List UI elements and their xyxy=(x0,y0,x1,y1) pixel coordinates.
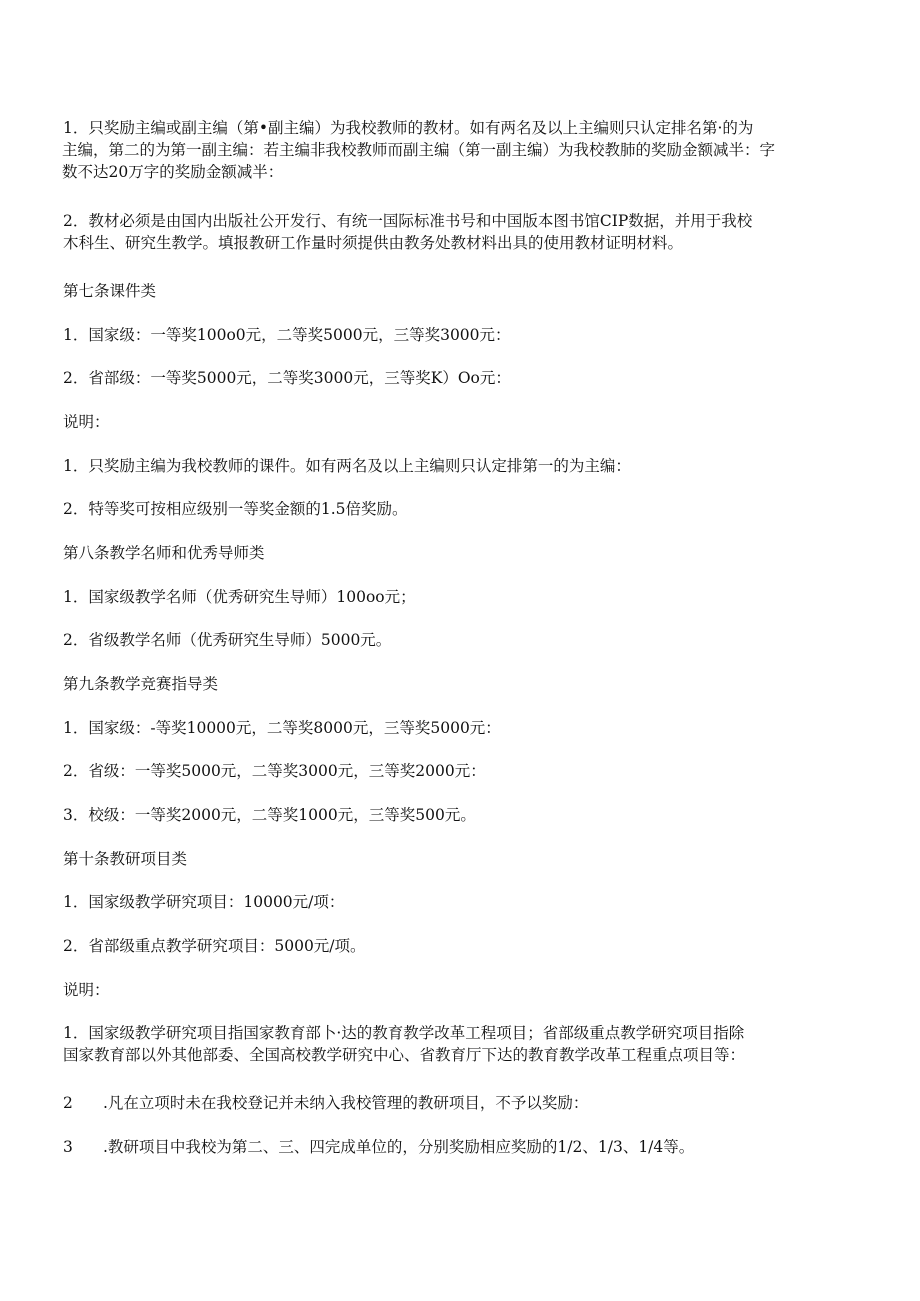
section-heading-courseware: 第七条课件类 xyxy=(63,282,157,300)
text-line: 木科生、研究生教学。填报教研工作量时须提供由教务处教材料出具的使用教材证明材料。 xyxy=(63,234,684,252)
list-item: 2．省级：一等奖5000元，二等奖3000元，三等奖2000元： xyxy=(63,762,486,780)
text-line: 1．国家级教学研究项目指国家教育部卜·达的教育教学改革工程项目；省部级重点教学研究项目指除 xyxy=(63,1024,745,1042)
list-item: 1．国家级：一等奖100o0元，二等奖5000元，三等奖3000元： xyxy=(63,326,511,344)
list-item: 2．省级教学名师（优秀研究生导师）5000元。 xyxy=(63,631,392,649)
text-line: 2．教材必须是由国内出版社公开发行、有统一国际标准书号和中国版本图书馆CIP数据，并用于我校 xyxy=(63,212,753,230)
text-line: 主编，第二的为第一副主编：若主编非我校教师而副主编（第一副主编）为我校教肺的奖励金额减半：字 xyxy=(62,141,776,159)
item-number: 3 xyxy=(63,1138,73,1156)
paragraph-research-rule-1 xyxy=(63,1022,873,1066)
section-heading-competition: 第九条教学竞赛指导类 xyxy=(63,675,219,693)
note-label: 说明： xyxy=(63,413,110,431)
list-item: 2．省部级重点教学研究项目：5000元/项。 xyxy=(63,937,366,955)
paragraph-textbook-rule-1 xyxy=(63,117,873,183)
paragraph-textbook-rule-2 xyxy=(63,210,873,254)
item-number: 2 xyxy=(63,1094,73,1112)
note-label: 说明： xyxy=(63,981,110,999)
section-heading-teacher: 第八条教学名师和优秀导师类 xyxy=(63,544,265,562)
item-text: .凡在立项时未在我校登记并未纳入我校管理的教研项目，不予以奖励： xyxy=(103,1094,589,1112)
text-line: 国家教育部以外其他部委、全国高校教学研究中心、省教育厅下达的教育教学改革工程重点项目等： xyxy=(63,1046,746,1064)
list-item: 3．校级：一等奖2000元，二等奖1000元，三等奖500元。 xyxy=(63,806,476,824)
section-heading-research: 第十条教研项目类 xyxy=(63,850,188,868)
list-item: 1．国家级教学名师（优秀研究生导师）100oo元； xyxy=(63,588,416,606)
list-item: 1．只奖励主编为我校教师的课件。如有两名及以上主编则只认定排第一的为主编： xyxy=(63,457,631,475)
list-item xyxy=(63,1092,873,1114)
text-line: 1．只奖励主编或副主编（第•副主编）为我校教师的教材。如有两名及以上主编则只认定排名第·的为 xyxy=(63,119,754,137)
item-text: .教研项目中我校为第二、三、四完成单位的，分别奖励相应奖励的1/2、1/3、1/4等。 xyxy=(103,1138,695,1156)
text-line: 数不达20万字的奖励金额减半： xyxy=(62,163,284,181)
list-item: 2．省部级：一等奖5000元，二等奖3000元，三等奖K）Oo元： xyxy=(63,369,511,387)
list-item: 1．国家级：-等奖10000元，二等奖8000元，三等奖5000元： xyxy=(63,719,501,737)
list-item xyxy=(63,1136,873,1158)
list-item: 2．特等奖可按相应级别一等奖金额的1.5倍奖励。 xyxy=(63,500,408,518)
list-item: 1．国家级教学研究项目：10000元/项： xyxy=(63,893,345,911)
